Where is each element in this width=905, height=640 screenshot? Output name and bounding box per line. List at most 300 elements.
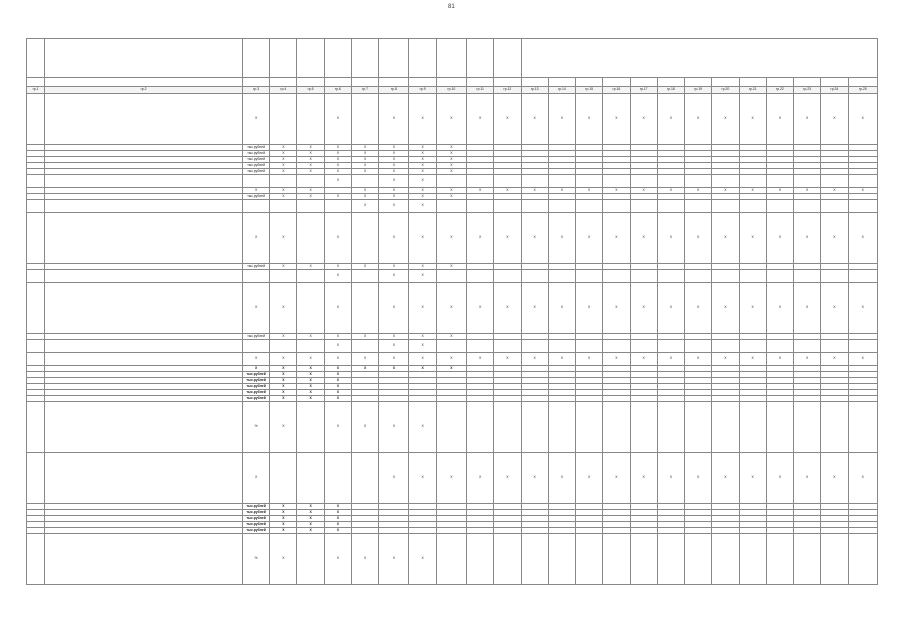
table-cell bbox=[297, 175, 324, 188]
table-cell: X bbox=[467, 213, 494, 264]
table-cell: X bbox=[270, 522, 297, 528]
table-cell: X bbox=[409, 151, 436, 157]
table-cell bbox=[794, 402, 821, 453]
table-cell bbox=[27, 402, 45, 453]
table-cell bbox=[603, 402, 630, 453]
table-cell: X bbox=[324, 510, 351, 516]
table-cell: X bbox=[712, 453, 739, 504]
table-cell: X bbox=[324, 528, 351, 534]
table-cell bbox=[630, 340, 657, 353]
table-cell: тыс.рублей bbox=[242, 334, 269, 340]
table-cell: X bbox=[324, 283, 351, 334]
table-cell bbox=[685, 534, 712, 585]
table-cell: X bbox=[324, 340, 351, 353]
table-cell bbox=[848, 340, 878, 353]
table-cell: X bbox=[409, 402, 436, 453]
table-cell: X bbox=[270, 516, 297, 522]
table-cell bbox=[351, 283, 378, 334]
table-cell: X bbox=[324, 175, 351, 188]
column-number: гр.7 bbox=[351, 87, 378, 94]
table-cell bbox=[603, 534, 630, 585]
table-cell: тыс.рублей bbox=[242, 378, 269, 384]
column-number: гр.19 bbox=[685, 87, 712, 94]
column-number: гр.1 bbox=[27, 87, 45, 94]
table-cell: X bbox=[270, 145, 297, 151]
column-number: гр.14 bbox=[548, 87, 575, 94]
table-cell: X bbox=[685, 94, 712, 145]
table-cell: X bbox=[494, 283, 521, 334]
table-cell bbox=[576, 200, 603, 213]
table-cell: X bbox=[270, 157, 297, 163]
table-cell: тыс.рублей bbox=[242, 516, 269, 522]
table-cell: X bbox=[297, 334, 324, 340]
table-cell: X bbox=[739, 94, 766, 145]
table-cell: X bbox=[379, 163, 409, 169]
table-cell bbox=[270, 453, 297, 504]
column-number: гр.16 bbox=[603, 87, 630, 94]
table-cell bbox=[270, 175, 297, 188]
table-cell bbox=[242, 175, 269, 188]
table-cell: X bbox=[270, 366, 297, 372]
table-cell: X bbox=[467, 453, 494, 504]
table-cell: X bbox=[297, 151, 324, 157]
table-cell bbox=[794, 200, 821, 213]
table-cell: X bbox=[324, 163, 351, 169]
table-cell bbox=[712, 270, 739, 283]
table-cell bbox=[685, 175, 712, 188]
table-cell: тыс.рублей bbox=[242, 522, 269, 528]
table-cell bbox=[45, 200, 243, 213]
table-cell: X bbox=[685, 213, 712, 264]
table-cell bbox=[27, 94, 45, 145]
table-cell bbox=[297, 534, 324, 585]
column-number: гр.11 bbox=[467, 87, 494, 94]
table-cell bbox=[657, 270, 684, 283]
table-cell bbox=[467, 534, 494, 585]
table-cell: X bbox=[794, 94, 821, 145]
table-row bbox=[27, 94, 878, 145]
table-cell: X bbox=[766, 213, 793, 264]
table-cell: X bbox=[270, 510, 297, 516]
year-header bbox=[548, 78, 575, 87]
table-cell: X bbox=[379, 213, 409, 264]
table-cell bbox=[351, 453, 378, 504]
header-spacer bbox=[467, 78, 494, 87]
table-cell: X bbox=[436, 145, 466, 151]
table-cell: X bbox=[379, 534, 409, 585]
table-cell bbox=[766, 534, 793, 585]
table-cell: X bbox=[548, 283, 575, 334]
table-cell bbox=[603, 340, 630, 353]
table-cell: X bbox=[821, 188, 848, 194]
header-spacer bbox=[409, 78, 436, 87]
header-spacer bbox=[324, 78, 351, 87]
table-cell: X bbox=[521, 353, 548, 366]
table-cell: X bbox=[576, 453, 603, 504]
table-cell: X bbox=[351, 151, 378, 157]
table-cell: X bbox=[576, 213, 603, 264]
table-cell bbox=[494, 402, 521, 453]
table-cell: X bbox=[270, 372, 297, 378]
column-number: гр.10 bbox=[436, 87, 466, 94]
table-row bbox=[27, 175, 878, 188]
table-cell bbox=[270, 270, 297, 283]
table-cell: X bbox=[297, 516, 324, 522]
table-cell: тыс.рублей bbox=[242, 163, 269, 169]
table-cell: X bbox=[324, 169, 351, 175]
table-cell: X bbox=[270, 194, 297, 200]
table-cell: X bbox=[270, 169, 297, 175]
table-cell: X bbox=[712, 353, 739, 366]
table-cell: X bbox=[324, 270, 351, 283]
table-cell: X bbox=[409, 270, 436, 283]
table-cell: X bbox=[324, 384, 351, 390]
table-cell: X bbox=[848, 188, 878, 194]
table-cell bbox=[548, 175, 575, 188]
table-cell: X bbox=[657, 353, 684, 366]
table-cell: X bbox=[242, 94, 269, 145]
header-spacer bbox=[351, 78, 378, 87]
table-cell bbox=[766, 200, 793, 213]
header-year-group bbox=[521, 39, 878, 78]
table-cell: X bbox=[379, 264, 409, 270]
table-cell bbox=[297, 200, 324, 213]
table-cell: X bbox=[297, 504, 324, 510]
table-cell: X bbox=[848, 283, 878, 334]
table-cell: тыс.рублей bbox=[242, 372, 269, 378]
year-header bbox=[603, 78, 630, 87]
table-cell bbox=[576, 402, 603, 453]
column-header bbox=[436, 39, 466, 78]
table-cell: X bbox=[409, 213, 436, 264]
table-cell bbox=[821, 534, 848, 585]
table-cell bbox=[630, 270, 657, 283]
year-header bbox=[576, 78, 603, 87]
table-cell: X bbox=[548, 188, 575, 194]
table-cell: X bbox=[379, 340, 409, 353]
table-cell: тыс.рублей bbox=[242, 510, 269, 516]
table-cell: X bbox=[576, 188, 603, 194]
table-cell bbox=[324, 453, 351, 504]
table-cell: X bbox=[409, 194, 436, 200]
table-cell bbox=[521, 175, 548, 188]
table-cell: X bbox=[242, 366, 269, 372]
table-cell: X bbox=[494, 94, 521, 145]
table-cell bbox=[27, 283, 45, 334]
table-cell: тыс.рублей bbox=[242, 504, 269, 510]
table-body bbox=[27, 87, 878, 585]
table-cell: тыс.рублей bbox=[242, 157, 269, 163]
table-cell: X bbox=[821, 213, 848, 264]
table-cell: X bbox=[739, 213, 766, 264]
table-cell bbox=[794, 175, 821, 188]
table-cell: X bbox=[521, 213, 548, 264]
table-cell: X bbox=[521, 188, 548, 194]
table-cell bbox=[576, 175, 603, 188]
table-cell bbox=[794, 340, 821, 353]
header-spacer bbox=[436, 78, 466, 87]
table-cell: X bbox=[739, 353, 766, 366]
table-cell bbox=[739, 402, 766, 453]
header-row bbox=[27, 39, 878, 78]
table-cell: X bbox=[270, 188, 297, 194]
table-cell: X bbox=[848, 353, 878, 366]
table-cell bbox=[27, 213, 45, 264]
table-cell: X bbox=[657, 94, 684, 145]
table-cell: X bbox=[409, 188, 436, 194]
table-cell: X bbox=[409, 163, 436, 169]
table-cell bbox=[27, 453, 45, 504]
table-cell: X bbox=[436, 94, 466, 145]
table-cell: X bbox=[351, 534, 378, 585]
table-cell: X bbox=[712, 283, 739, 334]
table-cell: X bbox=[324, 151, 351, 157]
table-cell: X bbox=[324, 402, 351, 453]
year-header bbox=[739, 78, 766, 87]
table-cell bbox=[548, 200, 575, 213]
table-cell bbox=[521, 534, 548, 585]
table-cell: X bbox=[409, 366, 436, 372]
table-cell: X bbox=[270, 264, 297, 270]
table-cell: X bbox=[603, 283, 630, 334]
table-cell bbox=[712, 200, 739, 213]
table-cell: X bbox=[242, 353, 269, 366]
table-cell: X bbox=[351, 366, 378, 372]
table-cell bbox=[739, 200, 766, 213]
table-cell: тыс.рублей bbox=[242, 151, 269, 157]
table-cell bbox=[45, 353, 243, 366]
table-cell: X bbox=[409, 175, 436, 188]
table-cell bbox=[576, 270, 603, 283]
table-cell: X bbox=[436, 334, 466, 340]
table-cell bbox=[436, 270, 466, 283]
year-header bbox=[794, 78, 821, 87]
table-cell bbox=[657, 402, 684, 453]
table-cell bbox=[297, 213, 324, 264]
table-cell: X bbox=[324, 522, 351, 528]
table-cell bbox=[27, 534, 45, 585]
table-cell bbox=[45, 175, 243, 188]
table-cell bbox=[794, 534, 821, 585]
table-cell bbox=[270, 340, 297, 353]
table-cell: X bbox=[297, 157, 324, 163]
table-cell: X bbox=[351, 188, 378, 194]
table-cell bbox=[548, 402, 575, 453]
table-cell: X bbox=[297, 390, 324, 396]
table-cell bbox=[630, 200, 657, 213]
table-cell: X bbox=[794, 188, 821, 194]
table-cell bbox=[45, 270, 243, 283]
table-cell bbox=[848, 534, 878, 585]
table-cell bbox=[685, 402, 712, 453]
table-cell: X bbox=[739, 188, 766, 194]
table-cell bbox=[657, 200, 684, 213]
table-row bbox=[27, 534, 878, 585]
table-cell: X bbox=[766, 188, 793, 194]
table-cell bbox=[45, 340, 243, 353]
table-cell: X bbox=[324, 145, 351, 151]
column-number: гр.23 bbox=[794, 87, 821, 94]
table-cell bbox=[712, 175, 739, 188]
header-spacer bbox=[45, 78, 243, 87]
table-cell: X bbox=[657, 283, 684, 334]
table-cell bbox=[351, 94, 378, 145]
table-cell: X bbox=[324, 194, 351, 200]
table-cell: X bbox=[270, 378, 297, 384]
table-cell bbox=[739, 270, 766, 283]
table-cell: % bbox=[242, 534, 269, 585]
table-cell bbox=[685, 340, 712, 353]
table-cell: X bbox=[379, 175, 409, 188]
table-cell bbox=[494, 175, 521, 188]
table-cell: X bbox=[794, 353, 821, 366]
table-cell: тыс.рублей bbox=[242, 145, 269, 151]
table-cell: X bbox=[739, 453, 766, 504]
table-cell bbox=[685, 200, 712, 213]
table-cell bbox=[297, 340, 324, 353]
table-cell: X bbox=[436, 353, 466, 366]
table-cell: X bbox=[521, 453, 548, 504]
table-cell: X bbox=[379, 194, 409, 200]
table-cell: X bbox=[436, 283, 466, 334]
table-cell: X bbox=[436, 157, 466, 163]
table-cell bbox=[548, 270, 575, 283]
column-header bbox=[467, 39, 494, 78]
year-header bbox=[630, 78, 657, 87]
table-cell bbox=[297, 283, 324, 334]
table-cell: X bbox=[521, 283, 548, 334]
table-cell: X bbox=[467, 353, 494, 366]
table-cell: X bbox=[494, 188, 521, 194]
table-row bbox=[27, 283, 878, 334]
column-number: гр.6 bbox=[324, 87, 351, 94]
column-header bbox=[324, 39, 351, 78]
table-cell: X bbox=[297, 528, 324, 534]
table-cell bbox=[657, 340, 684, 353]
table-cell: X bbox=[630, 213, 657, 264]
table-cell: X bbox=[379, 145, 409, 151]
table-cell: тыс.рублей bbox=[242, 390, 269, 396]
table-header bbox=[27, 39, 878, 87]
table-row bbox=[27, 213, 878, 264]
table-cell bbox=[521, 402, 548, 453]
table-cell: X bbox=[794, 213, 821, 264]
table-cell: X bbox=[351, 334, 378, 340]
table-cell: X bbox=[603, 188, 630, 194]
table-cell: X bbox=[848, 94, 878, 145]
table-cell: X bbox=[766, 283, 793, 334]
header-spacer bbox=[27, 78, 45, 87]
table-cell: X bbox=[712, 188, 739, 194]
table-cell bbox=[45, 402, 243, 453]
table-cell bbox=[821, 402, 848, 453]
table-cell: тыс.рублей bbox=[242, 264, 269, 270]
column-number: гр.24 bbox=[821, 87, 848, 94]
table-cell: X bbox=[242, 453, 269, 504]
table-cell: X bbox=[409, 157, 436, 163]
table-cell: X bbox=[270, 396, 297, 402]
table-cell: X bbox=[712, 213, 739, 264]
table-cell: X bbox=[270, 384, 297, 390]
table-cell bbox=[548, 340, 575, 353]
table-cell: X bbox=[409, 94, 436, 145]
table-cell bbox=[494, 200, 521, 213]
table-cell bbox=[467, 402, 494, 453]
table-cell: X bbox=[409, 353, 436, 366]
table-cell bbox=[766, 402, 793, 453]
table-cell: X bbox=[409, 340, 436, 353]
table-cell: X bbox=[379, 353, 409, 366]
table-cell: X bbox=[297, 396, 324, 402]
table-cell: X bbox=[270, 353, 297, 366]
table-cell bbox=[766, 340, 793, 353]
table-cell: X bbox=[324, 396, 351, 402]
table-cell: X bbox=[351, 264, 378, 270]
table-cell: X bbox=[766, 353, 793, 366]
table-cell: X bbox=[324, 504, 351, 510]
table-cell: X bbox=[351, 402, 378, 453]
table-cell: X bbox=[324, 213, 351, 264]
table-cell: X bbox=[270, 163, 297, 169]
table-cell: X bbox=[324, 390, 351, 396]
column-number: гр.21 bbox=[739, 87, 766, 94]
table-cell: X bbox=[766, 453, 793, 504]
table-cell: X bbox=[494, 453, 521, 504]
table-cell: X bbox=[379, 402, 409, 453]
column-number: гр.2 bbox=[45, 87, 243, 94]
table-cell: X bbox=[409, 200, 436, 213]
table-cell: X bbox=[324, 372, 351, 378]
column-number: гр.25 bbox=[848, 87, 878, 94]
table-cell bbox=[324, 200, 351, 213]
table-cell: X bbox=[548, 353, 575, 366]
table-cell: X bbox=[848, 213, 878, 264]
table-cell bbox=[297, 94, 324, 145]
table-cell bbox=[242, 200, 269, 213]
column-header bbox=[297, 39, 324, 78]
table-cell bbox=[603, 200, 630, 213]
column-number: гр.4 bbox=[270, 87, 297, 94]
year-header bbox=[821, 78, 848, 87]
column-number: гр.18 bbox=[657, 87, 684, 94]
table-cell: X bbox=[436, 264, 466, 270]
table-cell: X bbox=[657, 453, 684, 504]
column-number: гр.12 bbox=[494, 87, 521, 94]
table-cell: X bbox=[270, 534, 297, 585]
table-cell: X bbox=[467, 188, 494, 194]
table-cell bbox=[712, 340, 739, 353]
table-cell: X bbox=[494, 213, 521, 264]
table-cell: X bbox=[409, 283, 436, 334]
table-cell: X bbox=[685, 188, 712, 194]
table-cell: X bbox=[297, 264, 324, 270]
table-cell bbox=[766, 270, 793, 283]
table-cell: X bbox=[436, 453, 466, 504]
table-cell: X bbox=[324, 94, 351, 145]
table-cell: X bbox=[324, 334, 351, 340]
table-row bbox=[27, 353, 878, 366]
table-cell bbox=[242, 340, 269, 353]
table-cell: X bbox=[297, 378, 324, 384]
table-cell: X bbox=[548, 213, 575, 264]
column-header bbox=[379, 39, 409, 78]
table-cell: X bbox=[297, 163, 324, 169]
table-cell: X bbox=[351, 353, 378, 366]
table-cell bbox=[657, 534, 684, 585]
table-cell bbox=[436, 340, 466, 353]
table-cell: X bbox=[379, 188, 409, 194]
table-cell bbox=[848, 175, 878, 188]
